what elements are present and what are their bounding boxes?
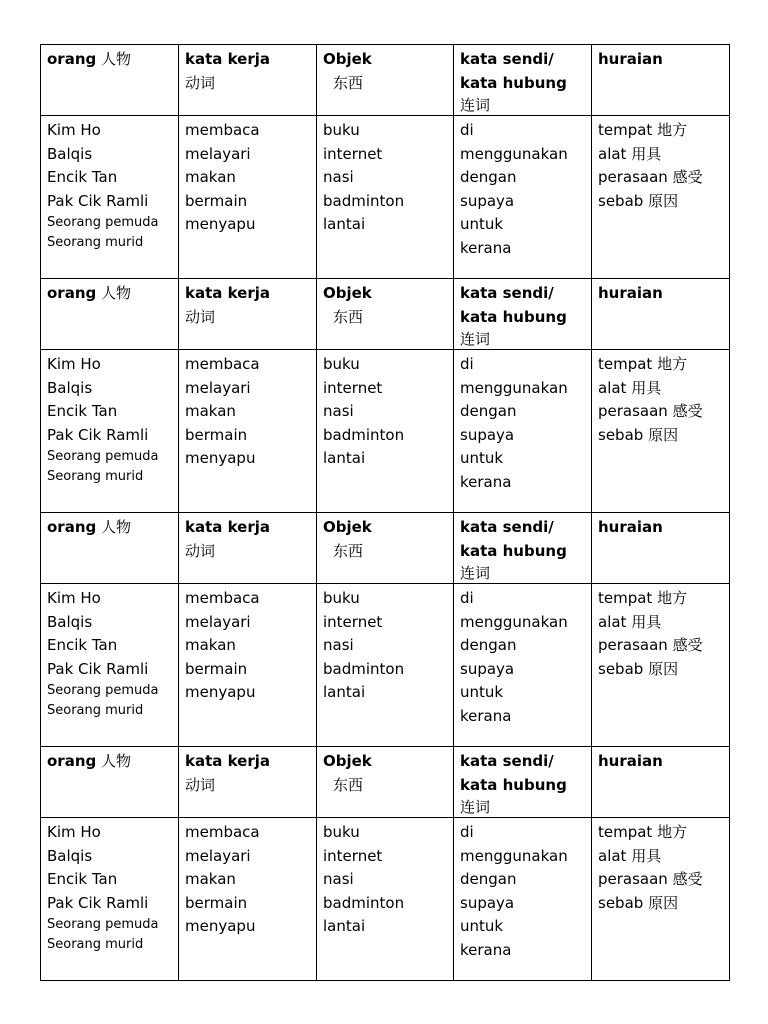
header-objek-label: Objek [323, 50, 372, 68]
header-kata-hubung-label: kata hubung [460, 541, 567, 560]
kata-kerja-item: membaca [185, 121, 260, 139]
kata-kerja-item: bermain [185, 191, 248, 210]
kata-sendi-item: untuk [460, 215, 504, 233]
header-orang [41, 45, 179, 116]
huraian-zh: 地方 [657, 589, 688, 607]
objek-item: buku [323, 355, 360, 373]
header-kata-kerja-zh: 动词 [185, 541, 216, 560]
kata-sendi-item: dengan [460, 402, 517, 420]
kata-kerja-item: membaca [185, 823, 260, 841]
header-kata-hubung-label: kata hubung [460, 775, 567, 794]
kata-kerja-item: melayari [185, 378, 251, 397]
orang-phrase-item: Seorang murid [47, 703, 144, 718]
huraian-word: alat [598, 612, 627, 631]
kata-kerja-item: menyapu [185, 683, 256, 701]
kata-sendi-item: supaya [460, 893, 515, 912]
header-kata-sendi [454, 747, 592, 818]
huraian-word: tempat [598, 355, 653, 373]
kata-sendi-item: supaya [460, 425, 515, 444]
huraian-item [598, 119, 723, 143]
kata-sendi-item: kerana [460, 238, 512, 257]
orang-phrase-item: Seorang murid [47, 235, 144, 250]
header-kata-kerja [179, 513, 317, 584]
huraian-word: alat [598, 378, 627, 397]
objek-item: badminton [323, 659, 405, 678]
orang-item: Kim Ho [47, 121, 101, 139]
huraian-zh: 用具 [631, 846, 662, 865]
orang-item: Balqis [47, 612, 93, 631]
header-objek [317, 747, 454, 818]
huraian-item [598, 353, 723, 377]
huraian-item [598, 634, 723, 658]
huraian-zh: 感受 [672, 402, 703, 420]
objek-item: nasi [323, 636, 354, 654]
huraian-item [598, 658, 723, 682]
huraian-zh: 原因 [648, 191, 679, 210]
huraian-item [598, 166, 723, 190]
objek-item: lantai [323, 683, 366, 701]
word-list-row [41, 818, 730, 981]
kata-kerja-item: makan [185, 870, 236, 888]
orang-item: Pak Cik Ramli [47, 659, 149, 678]
header-kata-kerja [179, 747, 317, 818]
cell-orang [41, 584, 179, 747]
objek-item: lantai [323, 917, 366, 935]
header-objek-zh: 东西 [333, 775, 364, 794]
kata-sendi-item: kerana [460, 472, 512, 491]
header-orang-zh: 人物 [101, 284, 132, 302]
kata-kerja-item: makan [185, 402, 236, 420]
objek-item: buku [323, 589, 360, 607]
header-kata-sendi-label: kata sendi/ [460, 518, 554, 536]
header-objek-zh: 东西 [333, 307, 364, 326]
header-kata-kerja-label: kata kerja [185, 518, 271, 536]
header-objek [317, 45, 454, 116]
orang-phrase-item: Seorang murid [47, 469, 144, 484]
objek-item: nasi [323, 168, 354, 186]
orang-phrase-item: Seorang pemuda [47, 449, 159, 464]
huraian-item [598, 143, 723, 167]
huraian-zh: 地方 [657, 823, 688, 841]
header-objek-zh: 东西 [333, 73, 364, 92]
kata-kerja-item: makan [185, 636, 236, 654]
kata-kerja-item: melayari [185, 612, 251, 631]
header-huraian-label: huraian [598, 284, 663, 302]
huraian-word: perasaan [598, 168, 668, 186]
cell-objek [317, 818, 454, 981]
orang-phrase-item: Seorang pemuda [47, 215, 159, 230]
huraian-zh: 原因 [648, 893, 679, 912]
kata-sendi-item: dengan [460, 870, 517, 888]
header-kata-kerja-zh: 动词 [185, 775, 216, 794]
huraian-item [598, 190, 723, 214]
header-kata-sendi [454, 279, 592, 350]
worksheet [40, 44, 729, 981]
orang-item: Balqis [47, 378, 93, 397]
kata-sendi-item: supaya [460, 191, 515, 210]
header-objek [317, 279, 454, 350]
objek-item: buku [323, 823, 360, 841]
cell-huraian [592, 350, 730, 513]
kata-kerja-item: bermain [185, 659, 248, 678]
huraian-item [598, 587, 723, 611]
cell-kata-kerja [179, 818, 317, 981]
huraian-item [598, 377, 723, 401]
header-kata-sendi-zh: 连词 [460, 798, 491, 816]
orang-item: Encik Tan [47, 168, 118, 186]
kata-sendi-item: untuk [460, 917, 504, 935]
header-kata-sendi-zh: 连词 [460, 96, 491, 114]
huraian-item [598, 400, 723, 424]
kata-kerja-item: menyapu [185, 215, 256, 233]
orang-item: Kim Ho [47, 355, 101, 373]
huraian-word: perasaan [598, 870, 668, 888]
huraian-item [598, 892, 723, 916]
header-kata-sendi-zh: 连词 [460, 330, 491, 348]
kata-kerja-item: bermain [185, 893, 248, 912]
header-huraian [592, 513, 730, 584]
header-orang-zh: 人物 [101, 50, 132, 68]
cell-orang [41, 116, 179, 279]
huraian-zh: 用具 [631, 378, 662, 397]
huraian-zh: 感受 [672, 870, 703, 888]
cell-kata-kerja [179, 116, 317, 279]
kata-kerja-item: membaca [185, 355, 260, 373]
header-kata-kerja-label: kata kerja [185, 50, 271, 68]
orang-item: Balqis [47, 846, 93, 865]
orang-item: Kim Ho [47, 589, 101, 607]
header-huraian-label: huraian [598, 752, 663, 770]
header-objek-label: Objek [323, 284, 372, 302]
cell-orang [41, 350, 179, 513]
huraian-zh: 地方 [657, 121, 688, 139]
header-orang [41, 513, 179, 584]
header-objek-label: Objek [323, 752, 372, 770]
kata-sendi-item: menggunakan [460, 144, 568, 163]
huraian-word: alat [598, 846, 627, 865]
cell-kata-sendi [454, 350, 592, 513]
huraian-word: tempat [598, 823, 653, 841]
header-orang-zh: 人物 [101, 752, 132, 770]
header-kata-sendi-label: kata sendi/ [460, 50, 554, 68]
cell-kata-sendi [454, 584, 592, 747]
huraian-item [598, 424, 723, 448]
orang-item: Balqis [47, 144, 93, 163]
header-kata-sendi-label: kata sendi/ [460, 752, 554, 770]
sentence-table [40, 44, 730, 981]
huraian-word: sebab [598, 191, 644, 210]
huraian-word: perasaan [598, 636, 668, 654]
orang-item: Pak Cik Ramli [47, 191, 149, 210]
orang-item: Kim Ho [47, 823, 101, 841]
objek-item: nasi [323, 870, 354, 888]
header-row [41, 279, 730, 350]
header-row [41, 45, 730, 116]
header-orang-label: orang [47, 518, 97, 536]
objek-item: internet [323, 612, 383, 631]
header-kata-sendi-label: kata sendi/ [460, 284, 554, 302]
cell-kata-kerja [179, 584, 317, 747]
header-orang-label: orang [47, 752, 97, 770]
header-row [41, 747, 730, 818]
kata-sendi-item: di [460, 121, 474, 139]
kata-sendi-item: kerana [460, 706, 512, 725]
huraian-zh: 用具 [631, 612, 662, 631]
header-orang-label: orang [47, 284, 97, 302]
kata-kerja-item: makan [185, 168, 236, 186]
header-kata-kerja-label: kata kerja [185, 284, 271, 302]
cell-objek [317, 350, 454, 513]
cell-kata-sendi [454, 116, 592, 279]
cell-huraian [592, 818, 730, 981]
huraian-item [598, 821, 723, 845]
objek-item: lantai [323, 215, 366, 233]
cell-objek [317, 584, 454, 747]
header-orang [41, 747, 179, 818]
header-orang [41, 279, 179, 350]
header-kata-sendi [454, 513, 592, 584]
orang-item: Encik Tan [47, 636, 118, 654]
word-list-row [41, 116, 730, 279]
header-row [41, 513, 730, 584]
huraian-word: sebab [598, 659, 644, 678]
objek-item: buku [323, 121, 360, 139]
header-kata-sendi [454, 45, 592, 116]
huraian-word: tempat [598, 121, 653, 139]
cell-orang [41, 818, 179, 981]
kata-kerja-item: membaca [185, 589, 260, 607]
kata-sendi-item: dengan [460, 636, 517, 654]
kata-sendi-item: kerana [460, 940, 512, 959]
orang-item: Pak Cik Ramli [47, 425, 149, 444]
word-list-row [41, 350, 730, 513]
header-kata-hubung-label: kata hubung [460, 73, 567, 92]
huraian-item [598, 611, 723, 635]
kata-kerja-item: menyapu [185, 449, 256, 467]
huraian-word: tempat [598, 589, 653, 607]
orang-phrase-item: Seorang pemuda [47, 683, 159, 698]
orang-item: Pak Cik Ramli [47, 893, 149, 912]
objek-item: nasi [323, 402, 354, 420]
kata-sendi-item: menggunakan [460, 378, 568, 397]
objek-item: internet [323, 144, 383, 163]
huraian-zh: 用具 [631, 144, 662, 163]
huraian-zh: 感受 [672, 168, 703, 186]
orang-phrase-item: Seorang murid [47, 937, 144, 952]
word-list-row [41, 584, 730, 747]
kata-sendi-item: supaya [460, 659, 515, 678]
header-huraian-label: huraian [598, 50, 663, 68]
cell-huraian [592, 584, 730, 747]
cell-huraian [592, 116, 730, 279]
orang-item: Encik Tan [47, 870, 118, 888]
kata-kerja-item: bermain [185, 425, 248, 444]
kata-sendi-item: dengan [460, 168, 517, 186]
header-huraian [592, 279, 730, 350]
header-huraian-label: huraian [598, 518, 663, 536]
header-kata-kerja-label: kata kerja [185, 752, 271, 770]
header-kata-sendi-zh: 连词 [460, 564, 491, 582]
huraian-word: alat [598, 144, 627, 163]
header-huraian [592, 45, 730, 116]
huraian-item [598, 845, 723, 869]
kata-kerja-item: melayari [185, 846, 251, 865]
header-orang-label: orang [47, 50, 97, 68]
objek-item: badminton [323, 191, 405, 210]
huraian-word: sebab [598, 425, 644, 444]
kata-sendi-item: untuk [460, 449, 504, 467]
header-kata-kerja [179, 279, 317, 350]
huraian-word: sebab [598, 893, 644, 912]
kata-sendi-item: di [460, 823, 474, 841]
kata-sendi-item: menggunakan [460, 846, 568, 865]
objek-item: internet [323, 378, 383, 397]
objek-item: badminton [323, 425, 405, 444]
huraian-word: perasaan [598, 402, 668, 420]
kata-sendi-item: untuk [460, 683, 504, 701]
huraian-item [598, 868, 723, 892]
header-huraian [592, 747, 730, 818]
header-objek-zh: 东西 [333, 541, 364, 560]
header-orang-zh: 人物 [101, 518, 132, 536]
orang-phrase-item: Seorang pemuda [47, 917, 159, 932]
cell-kata-sendi [454, 818, 592, 981]
huraian-zh: 原因 [648, 425, 679, 444]
huraian-zh: 原因 [648, 659, 679, 678]
objek-item: badminton [323, 893, 405, 912]
objek-item: internet [323, 846, 383, 865]
huraian-zh: 感受 [672, 636, 703, 654]
kata-kerja-item: melayari [185, 144, 251, 163]
header-kata-kerja-zh: 动词 [185, 307, 216, 326]
header-kata-kerja-zh: 动词 [185, 73, 216, 92]
objek-item: lantai [323, 449, 366, 467]
header-objek [317, 513, 454, 584]
cell-kata-kerja [179, 350, 317, 513]
header-kata-hubung-label: kata hubung [460, 307, 567, 326]
orang-item: Encik Tan [47, 402, 118, 420]
kata-sendi-item: di [460, 355, 474, 373]
huraian-zh: 地方 [657, 355, 688, 373]
header-objek-label: Objek [323, 518, 372, 536]
kata-sendi-item: menggunakan [460, 612, 568, 631]
kata-sendi-item: di [460, 589, 474, 607]
header-kata-kerja [179, 45, 317, 116]
cell-objek [317, 116, 454, 279]
kata-kerja-item: menyapu [185, 917, 256, 935]
